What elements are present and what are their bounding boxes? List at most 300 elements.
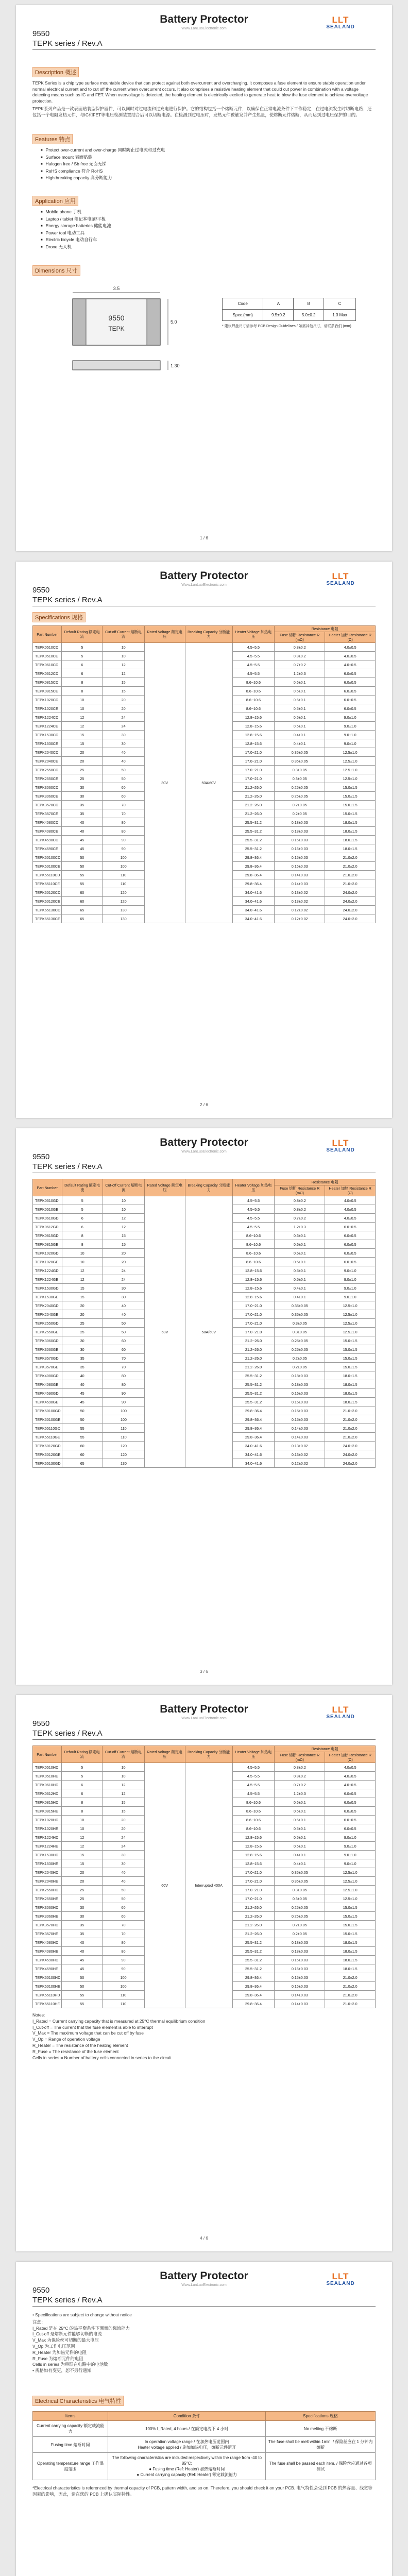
cutoff-cell: 20 — [103, 1249, 144, 1258]
table-header-cell: Cut-off Current 熔断电流 — [103, 626, 144, 643]
rated-voltage-cell: 60V — [144, 1763, 185, 2008]
heater-resistance-cell: 24.0±2.0 — [325, 1450, 376, 1459]
rating-cell: 5 — [62, 643, 103, 652]
rating-cell: 55 — [62, 879, 103, 888]
cutoff-cell: 30 — [103, 1859, 144, 1868]
fuse-resistance-cell: 0.3±0.05 — [275, 1319, 325, 1328]
series-name: TEPK series / Rev.A — [32, 1162, 103, 1171]
chip-marking: 9550 — [108, 314, 125, 322]
heater-resistance-cell: 18.0±1.5 — [325, 827, 376, 836]
cutoff-cell: 24 — [103, 1833, 144, 1842]
cutoff-cell: 90 — [103, 844, 144, 853]
rating-cell: 12 — [62, 713, 103, 722]
heater-voltage-cell: 12.8~15.6 — [232, 1266, 275, 1275]
fuse-resistance-cell: 0.4±0.1 — [275, 1284, 325, 1293]
heater-resistance-cell: 4.0±0.5 — [325, 1214, 376, 1223]
rating-cell: 50 — [62, 1973, 103, 1982]
heater-voltage-cell: 8.6~10.6 — [232, 1231, 275, 1240]
heater-resistance-cell: 21.0±2.0 — [325, 1973, 376, 1982]
fuse-resistance-cell: 0.6±0.1 — [275, 1807, 325, 1816]
doc-title: Battery Protector — [160, 2270, 248, 2282]
fuse-resistance-cell: 0.18±0.03 — [275, 818, 325, 827]
part-number-cell: TEPK4590GE — [33, 1398, 62, 1406]
cutoff-cell: 12 — [103, 1214, 144, 1223]
heater-resistance-cell: 18.0±1.5 — [325, 1389, 376, 1398]
rating-cell: 30 — [62, 792, 103, 801]
heater-voltage-cell: 21.2~26.0 — [232, 1929, 275, 1938]
fuse-resistance-cell: 0.25±0.05 — [275, 1903, 325, 1912]
part-number-cell: TEPK0815CD — [33, 678, 62, 687]
part-number-cell: TEPK0510CE — [33, 652, 62, 660]
heater-voltage-cell: 17.0~21.0 — [232, 748, 275, 757]
heater-resistance-cell: 9.0±1.0 — [325, 713, 376, 722]
heater-voltage-cell: 17.0~21.0 — [232, 1301, 275, 1310]
heater-voltage-cell: 34.0~41.6 — [232, 906, 275, 914]
series-label — [32, 1152, 103, 1172]
heater-voltage-cell: 17.0~21.0 — [232, 1310, 275, 1319]
heater-voltage-cell: 4.5~5.5 — [232, 660, 275, 669]
part-number-cell: TEPK1224HE — [33, 1842, 62, 1851]
heater-voltage-cell: 21.2~26.0 — [232, 1336, 275, 1345]
fuse-resistance-cell: 0.2±0.05 — [275, 1921, 325, 1929]
table-header-cell: Breaking Capacity 分断能力 — [185, 626, 232, 643]
fuse-resistance-cell: 0.18±0.03 — [275, 1947, 325, 1956]
part-number-cell: TEPK2040HE — [33, 1877, 62, 1886]
fuse-resistance-cell: 0.2±0.05 — [275, 809, 325, 818]
fuse-resistance-cell: 1.2±0.3 — [275, 669, 325, 678]
heater-voltage-cell: 34.0~41.6 — [232, 1442, 275, 1450]
application-item: ■ Mobile phone 手机 — [41, 209, 376, 216]
heater-resistance-cell: 18.0±1.5 — [325, 1956, 376, 1964]
fuse-resistance-cell: 0.6±0.1 — [275, 1231, 325, 1240]
heater-resistance-cell: 24.0±2.0 — [325, 914, 376, 923]
heater-resistance-cell: 18.0±1.5 — [325, 1380, 376, 1389]
part-number-cell: TEPK55110GD — [33, 1424, 62, 1433]
table-header-cell: Fuse 熔断 Resistance R (mΩ) — [275, 632, 325, 643]
part-number-cell: TEPK65130CD — [33, 906, 62, 914]
notes-heading: Notes: — [32, 2012, 45, 2018]
rating-cell: 30 — [62, 783, 103, 792]
fuse-resistance-cell: 0.4±0.1 — [275, 1851, 325, 1859]
heater-voltage-cell: 25.5~31.2 — [232, 1956, 275, 1964]
fuse-resistance-cell: 0.35±0.05 — [275, 1310, 325, 1319]
feature-item: ■ High breaking capacity 高分断能力 — [41, 175, 376, 182]
heater-voltage-cell: 34.0~41.6 — [232, 897, 275, 906]
note-item: V_Op 为工作电压范围 — [32, 2343, 75, 2349]
note-item: V_Max = The maximum voltage that can be cut off by fuse — [32, 2030, 144, 2036]
table-header-cell: Items — [33, 2412, 108, 2421]
series-label — [32, 29, 103, 48]
section-heading: Electrical Characteristics 电气特性 — [32, 2396, 124, 2406]
part-number-cell: TEPK1530HD — [33, 1851, 62, 1859]
heater-voltage-cell: 25.5~31.2 — [232, 1938, 275, 1947]
fuse-resistance-cell: 0.13±0.02 — [275, 1450, 325, 1459]
heater-voltage-cell: 25.5~31.2 — [232, 827, 275, 836]
table-header-cell: Breaking Capacity 分断能力 — [185, 1179, 232, 1196]
heater-resistance-cell: 21.0±2.0 — [325, 862, 376, 871]
dimension-table — [222, 298, 356, 321]
table-header-cell: Heater Voltage 加热电压 — [232, 1179, 275, 1196]
header-divider — [32, 1739, 376, 1740]
cutoff-cell: 60 — [103, 792, 144, 801]
fuse-resistance-cell: 0.18±0.03 — [275, 827, 325, 836]
rating-cell: 35 — [62, 809, 103, 818]
cutoff-cell: 10 — [103, 1763, 144, 1772]
cutoff-cell: 120 — [103, 888, 144, 897]
heater-resistance-cell: 6.0±0.5 — [325, 1223, 376, 1231]
model-number: 9550 — [32, 29, 50, 38]
heater-voltage-cell: 12.8~15.6 — [232, 1293, 275, 1301]
application-item: ■ Electric bicycle 电动自行车 — [41, 237, 376, 244]
cutoff-cell: 15 — [103, 1231, 144, 1240]
fuse-resistance-cell: 0.35±0.05 — [275, 748, 325, 757]
rating-cell: 12 — [62, 722, 103, 731]
rating-cell: 5 — [62, 1205, 103, 1214]
rating-cell: 8 — [62, 687, 103, 696]
notes-block — [32, 2012, 376, 2061]
heater-resistance-cell: 9.0±1.0 — [325, 1293, 376, 1301]
cutoff-cell: 130 — [103, 906, 144, 914]
heater-voltage-cell: 21.2~26.0 — [232, 783, 275, 792]
series-name: TEPK series / Rev.A — [32, 1729, 103, 1738]
heater-resistance-cell: 4.0±0.5 — [325, 660, 376, 669]
part-number-cell: TEPK1224CE — [33, 722, 62, 731]
cutoff-cell: 60 — [103, 783, 144, 792]
rating-cell: 60 — [62, 1442, 103, 1450]
rating-cell: 10 — [62, 1824, 103, 1833]
fuse-resistance-cell: 0.15±0.03 — [275, 1406, 325, 1415]
model-number: 9550 — [32, 2286, 50, 2295]
heater-voltage-cell: 29.8~36.4 — [232, 1991, 275, 1999]
page-2 — [16, 562, 392, 1118]
heater-voltage-cell: 21.2~26.0 — [232, 1903, 275, 1912]
part-number-cell: TEPK0815GD — [33, 1231, 62, 1240]
rating-cell: 5 — [62, 1763, 103, 1772]
cutoff-cell: 15 — [103, 1807, 144, 1816]
series-label — [32, 585, 103, 605]
heater-voltage-cell: 29.8~36.4 — [232, 1433, 275, 1442]
fuse-resistance-cell: 0.2±0.05 — [275, 1354, 325, 1363]
cutoff-cell: 10 — [103, 652, 144, 660]
heater-voltage-cell: 25.5~31.2 — [232, 1947, 275, 1956]
electrical-table — [32, 2411, 376, 2480]
heater-resistance-cell: 6.0±0.5 — [325, 704, 376, 713]
rating-cell: 25 — [62, 766, 103, 774]
cutoff-cell: 120 — [103, 1442, 144, 1450]
cutoff-cell: 10 — [103, 643, 144, 652]
rating-cell: 12 — [62, 1842, 103, 1851]
table-header-cell: Fuse 熔断 Resistance R (mΩ) — [275, 1752, 325, 1763]
part-number-cell: TEPK3060CD — [33, 783, 62, 792]
fuse-resistance-cell: 0.6±0.1 — [275, 696, 325, 704]
part-number-cell: TEPK55110CD — [33, 871, 62, 879]
cutoff-cell: 130 — [103, 1459, 144, 1468]
cutoff-cell: 24 — [103, 713, 144, 722]
website: Www.LanLuoElectronic.com — [181, 583, 227, 587]
heater-voltage-cell: 25.5~31.2 — [232, 1389, 275, 1398]
heater-voltage-cell: 21.2~26.0 — [232, 792, 275, 801]
part-number-cell: TEPK1020HE — [33, 1824, 62, 1833]
heater-resistance-cell: 9.0±1.0 — [325, 731, 376, 739]
cutoff-cell: 12 — [103, 1789, 144, 1798]
heater-resistance-cell: 9.0±1.0 — [325, 1859, 376, 1868]
rating-cell: 45 — [62, 844, 103, 853]
breaking-capacity-cell: 50A/60V — [185, 643, 232, 923]
rating-cell: 15 — [62, 1859, 103, 1868]
logo — [315, 2272, 366, 2286]
cutoff-cell: 110 — [103, 1991, 144, 1999]
cutoff-cell: 15 — [103, 678, 144, 687]
page-header — [32, 1136, 376, 1177]
application-item: ■ Laptop / tablet 笔记本电脑/平板 — [41, 216, 376, 224]
cutoff-cell: 100 — [103, 1415, 144, 1424]
part-number-cell: TEPK1020CE — [33, 704, 62, 713]
part-number-cell: TEPK4080HE — [33, 1947, 62, 1956]
heater-resistance-cell: 15.0±1.5 — [325, 801, 376, 809]
heater-resistance-cell: 12.5±1.0 — [325, 1310, 376, 1319]
heater-voltage-cell: 34.0~41.6 — [232, 914, 275, 923]
fuse-resistance-cell: 0.5±0.1 — [275, 1824, 325, 1833]
part-number-cell: TEPK1020HD — [33, 1816, 62, 1824]
cutoff-cell: 90 — [103, 836, 144, 844]
heater-resistance-cell: 6.0±0.5 — [325, 687, 376, 696]
page-number: 2 / 6 — [200, 1103, 208, 1107]
heater-voltage-cell: 25.5~31.2 — [232, 1371, 275, 1380]
rating-cell: 60 — [62, 1450, 103, 1459]
heater-resistance-cell: 24.0±2.0 — [325, 1459, 376, 1468]
table-header-cell: Resistance 电阻 — [275, 1179, 376, 1185]
chip-code: TEPK — [108, 325, 125, 332]
rating-cell: 40 — [62, 1380, 103, 1389]
application-item: ■ Power tool 电动工具 — [41, 230, 376, 238]
rating-cell: 6 — [62, 1214, 103, 1223]
cutoff-cell: 20 — [103, 1258, 144, 1266]
heater-voltage-cell: 8.6~10.6 — [232, 1258, 275, 1266]
heater-resistance-cell: 15.0±1.5 — [325, 1921, 376, 1929]
part-number-cell: TEPK4590GD — [33, 1389, 62, 1398]
table-header-cell: Heater 加热 Resistance R (Ω) — [325, 632, 376, 643]
rating-cell: 10 — [62, 704, 103, 713]
heater-voltage-cell: 8.6~10.6 — [232, 1240, 275, 1249]
rating-cell: 8 — [62, 1807, 103, 1816]
application-item: ■ Energy storage batteries 储能电池 — [41, 223, 376, 230]
rating-cell: 20 — [62, 1868, 103, 1877]
part-number-cell: TEPK0815HD — [33, 1798, 62, 1807]
cutoff-cell: 80 — [103, 818, 144, 827]
cutoff-cell: 110 — [103, 1424, 144, 1433]
fuse-resistance-cell: 0.18±0.03 — [275, 1380, 325, 1389]
page-header — [32, 1702, 376, 1743]
dim-value-cell: 5.0±0.2 — [294, 310, 324, 321]
heater-voltage-cell: 17.0~21.0 — [232, 1886, 275, 1894]
page-1 — [16, 5, 392, 551]
logo — [315, 15, 366, 30]
dim-value-cell: 1.3 Max — [324, 310, 356, 321]
rating-cell: 25 — [62, 1894, 103, 1903]
heater-voltage-cell: 12.8~15.6 — [232, 739, 275, 748]
logo-text: SEALAND — [326, 2281, 355, 2286]
part-number-cell: TEPK3570CE — [33, 809, 62, 818]
cutoff-cell: 70 — [103, 1921, 144, 1929]
heater-resistance-cell: 6.0±0.5 — [325, 678, 376, 687]
dim-header-cell: C — [324, 298, 356, 310]
part-number-cell: TEPK0612HD — [33, 1789, 62, 1798]
fuse-resistance-cell: 0.15±0.03 — [275, 862, 325, 871]
fuse-resistance-cell: 0.4±0.1 — [275, 731, 325, 739]
heater-resistance-cell: 21.0±2.0 — [325, 1991, 376, 1999]
heater-resistance-cell: 6.0±0.5 — [325, 1258, 376, 1266]
item-cell: Current carrying capacity 额定载流能力 — [33, 2421, 108, 2437]
cutoff-cell: 50 — [103, 766, 144, 774]
notes-cn-list — [32, 2326, 376, 2374]
part-number-cell: TEPK2550CE — [33, 774, 62, 783]
part-number-cell: TEPK4590CD — [33, 836, 62, 844]
heater-resistance-cell: 15.0±1.5 — [325, 1912, 376, 1921]
dim-header-cell: B — [294, 298, 324, 310]
cutoff-cell: 80 — [103, 1938, 144, 1947]
cutoff-cell: 120 — [103, 1450, 144, 1459]
part-number-cell: TEPK4080GE — [33, 1380, 62, 1389]
heater-voltage-cell: 4.5~5.5 — [232, 1205, 275, 1214]
part-number-cell: TEPK60120GE — [33, 1450, 62, 1459]
part-number-cell: TEPK3570CD — [33, 801, 62, 809]
spec-table — [32, 1745, 376, 2008]
fuse-resistance-cell: 0.13±0.02 — [275, 888, 325, 897]
cutoff-cell: 12 — [103, 1223, 144, 1231]
heater-voltage-cell: 12.8~15.6 — [232, 722, 275, 731]
fuse-resistance-cell: 0.14±0.03 — [275, 1991, 325, 1999]
part-number-cell: TEPK2550HD — [33, 1886, 62, 1894]
part-number-cell: TEPK2550GE — [33, 1328, 62, 1336]
condition-cell: 100% I_Rated, 4 hours / 在额定电流下 4 小时 — [108, 2421, 266, 2437]
cutoff-cell: 60 — [103, 1345, 144, 1354]
heater-resistance-cell: 9.0±1.0 — [325, 1266, 376, 1275]
heater-resistance-cell: 21.0±2.0 — [325, 1999, 376, 2008]
spec-table — [32, 1179, 376, 1468]
heater-voltage-cell: 8.6~10.6 — [232, 704, 275, 713]
rating-cell: 10 — [62, 696, 103, 704]
heater-voltage-cell: 29.8~36.4 — [232, 1999, 275, 2008]
heater-resistance-cell: 6.0±0.5 — [325, 669, 376, 678]
rating-cell: 50 — [62, 1415, 103, 1424]
part-number-cell: TEPK55110CE — [33, 879, 62, 888]
heater-voltage-cell: 21.2~26.0 — [232, 1912, 275, 1921]
doc-title: Battery Protector — [160, 570, 248, 582]
cutoff-cell: 30 — [103, 731, 144, 739]
part-number-cell: TEPK3060GD — [33, 1336, 62, 1345]
rating-cell: 40 — [62, 1371, 103, 1380]
heater-voltage-cell: 25.5~31.2 — [232, 1398, 275, 1406]
part-number-cell: TEPK1530GE — [33, 1293, 62, 1301]
page-4 — [16, 1695, 392, 2251]
spec-table — [32, 625, 376, 923]
model-number: 9550 — [32, 1719, 50, 1728]
fuse-resistance-cell: 0.3±0.05 — [275, 774, 325, 783]
part-number-cell: TEPK3570HE — [33, 1929, 62, 1938]
part-number-cell: TEPK0815HE — [33, 1807, 62, 1816]
heater-voltage-cell: 21.2~26.0 — [232, 1921, 275, 1929]
heater-voltage-cell: 17.0~21.0 — [232, 757, 275, 766]
fuse-resistance-cell: 0.6±0.1 — [275, 1240, 325, 1249]
fuse-resistance-cell: 0.7±0.2 — [275, 1781, 325, 1789]
application-list — [41, 209, 376, 251]
rating-cell: 6 — [62, 1781, 103, 1789]
heater-voltage-cell: 8.6~10.6 — [232, 1816, 275, 1824]
note-item: I_Cut-off 是熔断元件能够切断的电流 — [32, 2331, 102, 2337]
part-number-cell: TEPK3570HD — [33, 1921, 62, 1929]
heater-resistance-cell: 24.0±2.0 — [325, 1442, 376, 1450]
logo-text: SEALAND — [326, 24, 355, 30]
rating-cell: 15 — [62, 731, 103, 739]
cutoff-cell: 90 — [103, 1389, 144, 1398]
fuse-resistance-cell: 0.5±0.1 — [275, 704, 325, 713]
cutoff-cell: 80 — [103, 827, 144, 836]
fuse-resistance-cell: 0.14±0.03 — [275, 871, 325, 879]
table-header-cell: Heater 加热 Resistance R (Ω) — [325, 1185, 376, 1196]
rated-voltage-cell: 30V — [144, 643, 185, 923]
heater-voltage-cell: 34.0~41.6 — [232, 1450, 275, 1459]
chip-drawing — [42, 283, 201, 386]
cutoff-cell: 70 — [103, 1929, 144, 1938]
note-item: R_Fuse 为熔断元件的电阻 — [32, 2355, 83, 2361]
page-header — [32, 12, 376, 54]
table-header-cell: Condition 条件 — [108, 2412, 266, 2421]
heater-voltage-cell: 17.0~21.0 — [232, 774, 275, 783]
notes-cn-heading: 注意： — [32, 2319, 46, 2325]
rating-cell: 5 — [62, 1772, 103, 1781]
rating-cell: 20 — [62, 748, 103, 757]
heater-resistance-cell: 9.0±1.0 — [325, 1275, 376, 1284]
heater-resistance-cell: 18.0±1.5 — [325, 844, 376, 853]
part-number-cell: TEPK50100HE — [33, 1982, 62, 1991]
fuse-resistance-cell: 0.7±0.2 — [275, 1214, 325, 1223]
heater-voltage-cell: 8.6~10.6 — [232, 696, 275, 704]
fuse-resistance-cell: 0.5±0.1 — [275, 1258, 325, 1266]
rating-cell: 40 — [62, 818, 103, 827]
table-header-cell: Rated Voltage 额定电压 — [144, 626, 185, 643]
table-header-cell: Part Number — [33, 1746, 62, 1763]
note-item: V_Op = Range of operation voltage — [32, 2037, 100, 2042]
rating-cell: 8 — [62, 678, 103, 687]
heater-resistance-cell: 12.5±1.0 — [325, 748, 376, 757]
heater-voltage-cell: 4.5~5.5 — [232, 652, 275, 660]
fuse-resistance-cell: 0.25±0.05 — [275, 1336, 325, 1345]
spec-cell: The fuse shall be melt within 1min. / 保险丝应在 1 分钟内熔断 — [266, 2437, 376, 2453]
heater-resistance-cell: 18.0±1.5 — [325, 1947, 376, 1956]
rating-cell: 65 — [62, 1459, 103, 1468]
heater-resistance-cell: 4.0±0.5 — [325, 652, 376, 660]
cutoff-cell: 30 — [103, 1284, 144, 1293]
note-item: • 规格如有变更，恕不另行通知 — [32, 2368, 92, 2374]
rating-cell: 55 — [62, 1433, 103, 1442]
fuse-resistance-cell: 0.4±0.1 — [275, 1859, 325, 1868]
rating-cell: 5 — [62, 1196, 103, 1205]
cutoff-cell: 15 — [103, 1798, 144, 1807]
heater-resistance-cell: 18.0±1.5 — [325, 1938, 376, 1947]
features-section — [32, 134, 376, 182]
heater-resistance-cell: 6.0±0.5 — [325, 1816, 376, 1824]
heater-voltage-cell: 21.2~26.0 — [232, 1354, 275, 1363]
logo-text: SEALAND — [326, 1147, 355, 1153]
rating-cell: 20 — [62, 1877, 103, 1886]
rated-voltage-cell: 60V — [144, 1196, 185, 1468]
heater-voltage-cell: 29.8~36.4 — [232, 1973, 275, 1982]
part-number-cell: TEPK50100CD — [33, 853, 62, 862]
cutoff-cell: 50 — [103, 1894, 144, 1903]
note-item: Cells in series = Number of battery cells connected in series to the circuit — [32, 2055, 172, 2060]
rating-cell: 45 — [62, 1964, 103, 1973]
rating-cell: 8 — [62, 1798, 103, 1807]
